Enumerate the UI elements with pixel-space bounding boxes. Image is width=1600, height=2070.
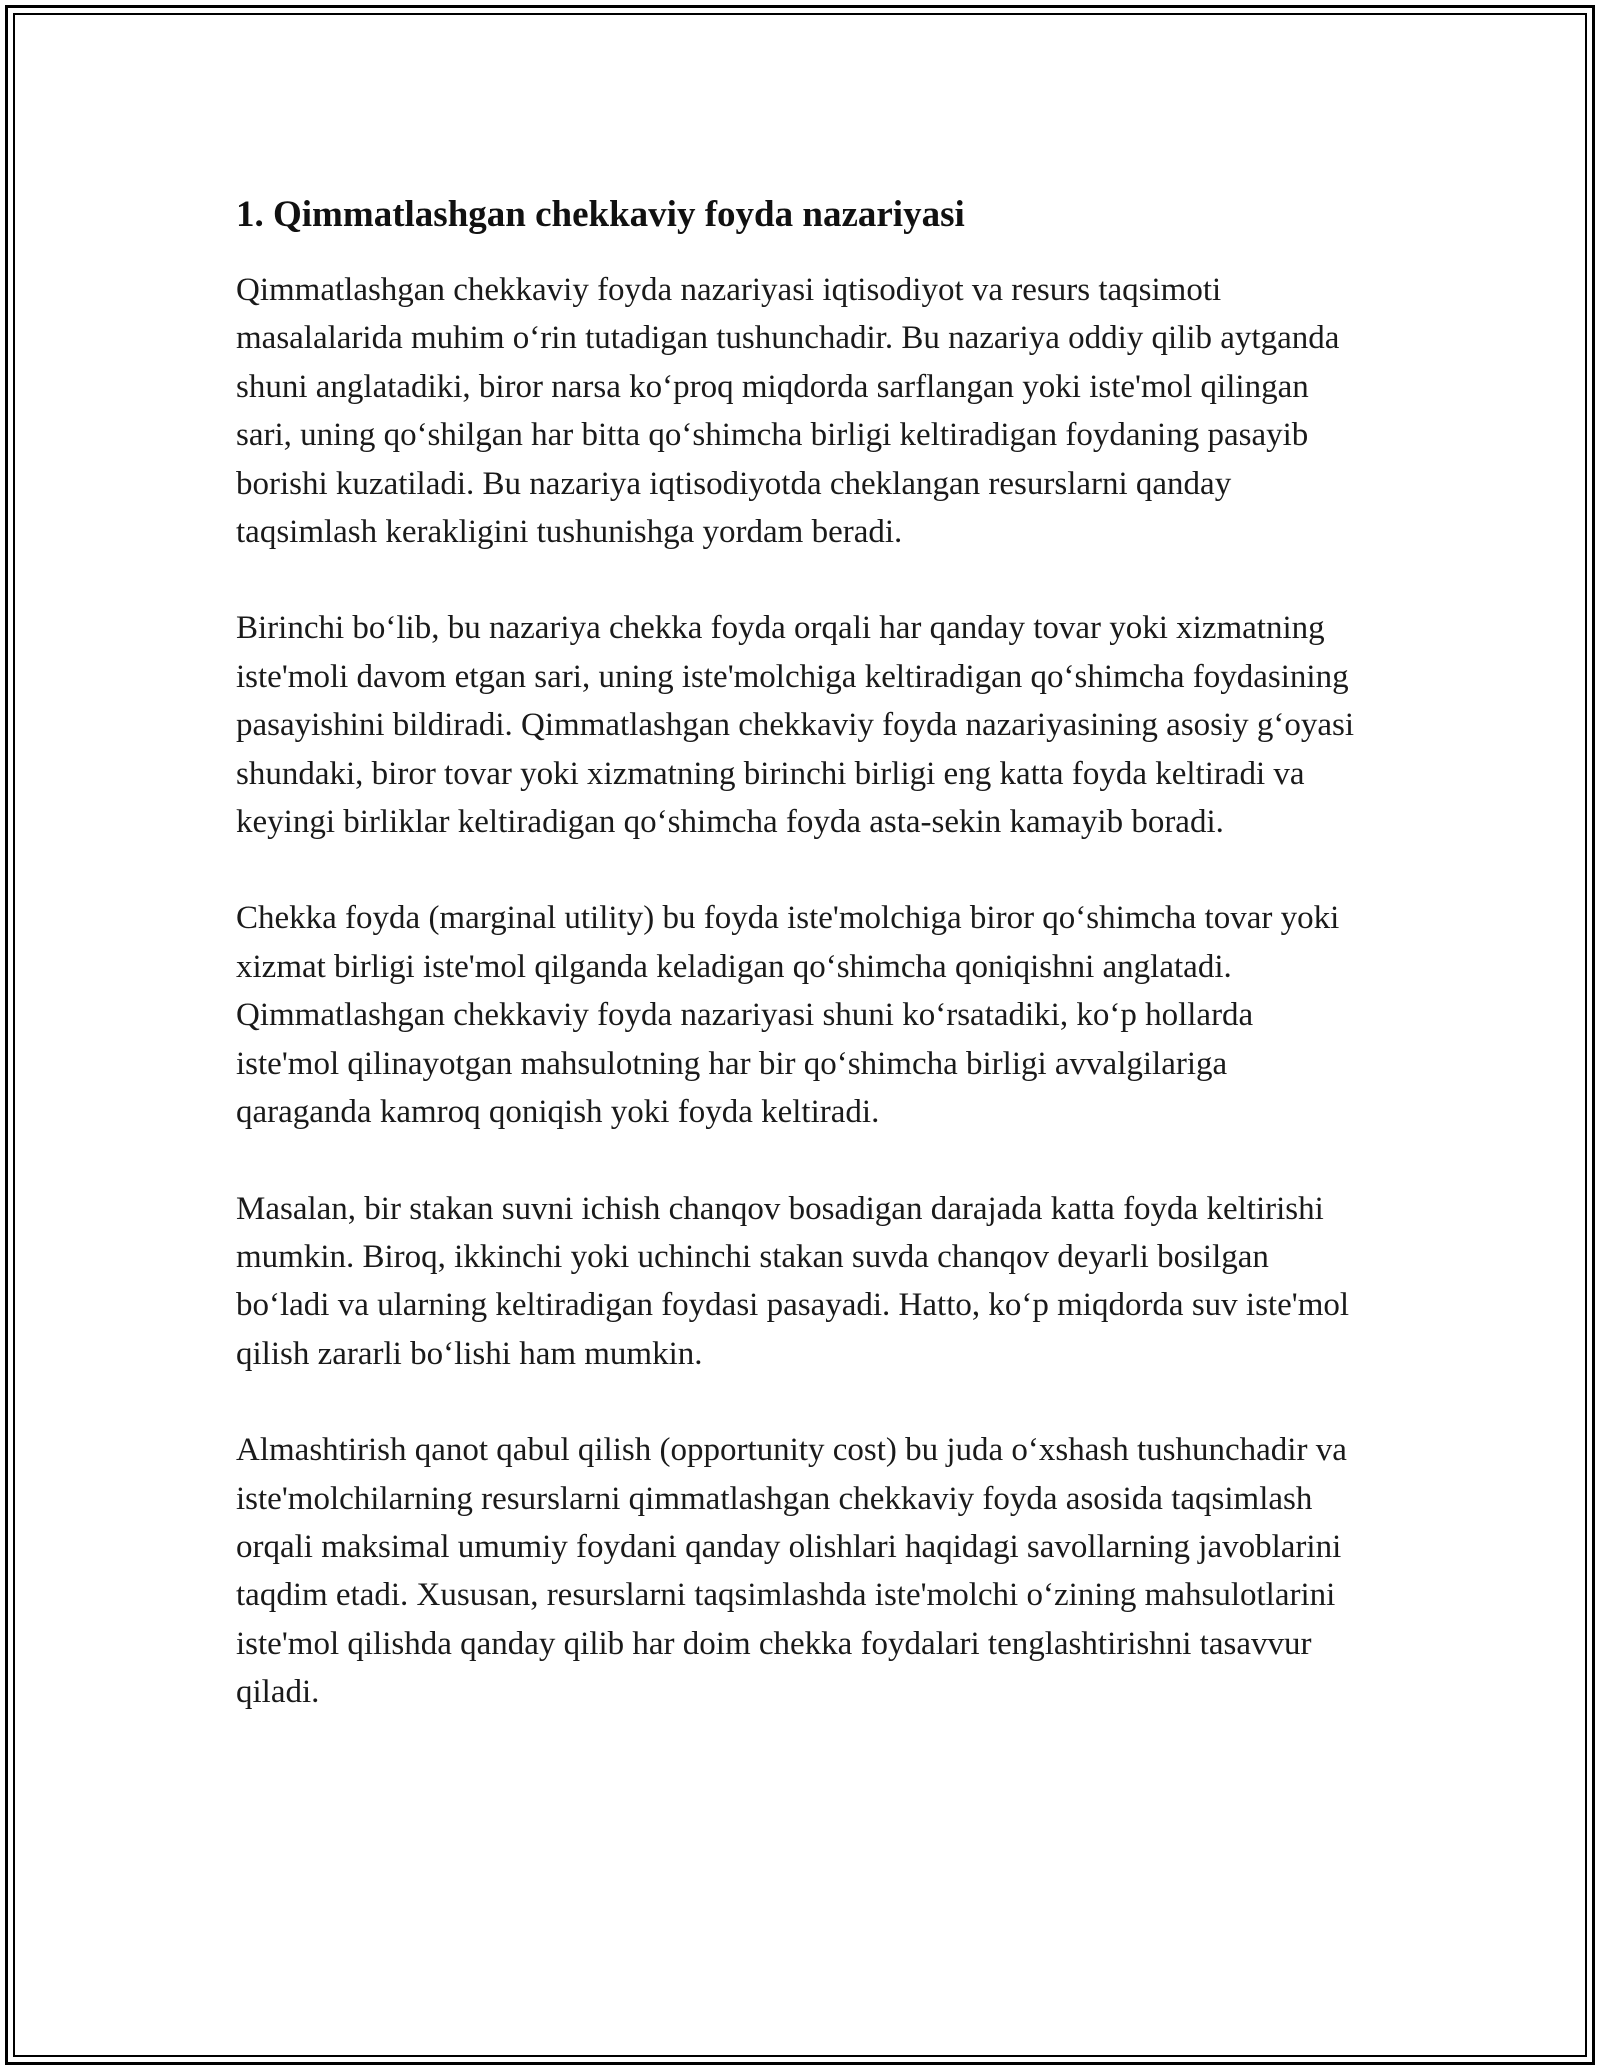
paragraph-2: Birinchi bo‘lib, bu nazariya chekka foyda orqali har qanday tovar yoki xizmatning iste'moli davom etgan sari, uning iste'molchiga keltiradigan qo‘shimcha foydasining pasayishini bildiradi. Qimmatlashgan chekkaviy foyda nazariyasining asosiy g‘oyasi shundaki, biror tovar yoki xizmatning birinchi birligi eng katta foyda keltiradi va keyingi birliklar keltiradigan qo‘shimcha foyda asta-sekin kamayib boradi. <box>236 610 1355 841</box>
paragraph-1: Qimmatlashgan chekkaviy foyda nazariyasi iqtisodiyot va resurs taqsimoti masalalarida muhim o‘rin tutadigan tushunchadir. Bu nazariya oddiy qilib aytganda shuni anglatadiki, biror narsa ko‘proq miqdorda sarflangan yoki iste'mol qilingan sari, uning qo‘shilgan har bitta qo‘shimcha birligi keltiradigan foydaning pasayib borishi kuzatiladi. Bu nazariya iqtisodiyotda cheklangan resurslarni qanday taqsimlash kerakligini tushunishga yordam beradi. <box>236 272 1340 551</box>
section-heading: 1. Qimmatlashgan chekkaviy foyda nazariyasi <box>236 194 965 235</box>
paragraph-5: Almashtirish qanot qabul qilish (opportunity cost) bu juda o‘xshash tushunchadir va iste'molchilarning resurslarni qimmatlashgan chekkaviy foyda asosida taqsimlash orqali maksimal umumiy foydani qanday olishlari haqidagi savollarning javoblarini taqdim etadi. Xususan, resurslarni taqsimlashda iste'molchi o‘zining mahsulotlarini iste'mol qilishda qanday qilib har doim chekka foydalari tenglashtirishni tasavvur qiladi. <box>236 1432 1347 1711</box>
document-body <box>236 190 1356 1765</box>
paragraph-4: Masalan, bir stakan suvni ichish chanqov bosadigan darajada katta foyda keltirishi mumkin. Biroq, ikkinchi yoki uchinchi stakan suvda chanqov deyarli bosilgan bo‘ladi va ularning keltiradigan foydasi pasayadi. Hatto, ko‘p miqdorda suv iste'mol qilish zararli bo‘lishi ham mumkin. <box>236 1190 1350 1372</box>
paragraph-3: Chekka foyda (marginal utility) bu foyda iste'molchiga biror qo‘shimcha tovar yoki xizmat birligi iste'mol qilganda keladigan qo‘shimcha qoniqishni anglatadi. Qimmatlashgan chekkaviy foyda nazariyasi shuni ko‘rsatadiki, ko‘p hollarda iste'mol qilinayotgan mahsulotning har bir qo‘shimcha birligi avvalgilariga qaraganda kamroq qoniqish yoki foyda keltiradi. <box>236 900 1340 1131</box>
